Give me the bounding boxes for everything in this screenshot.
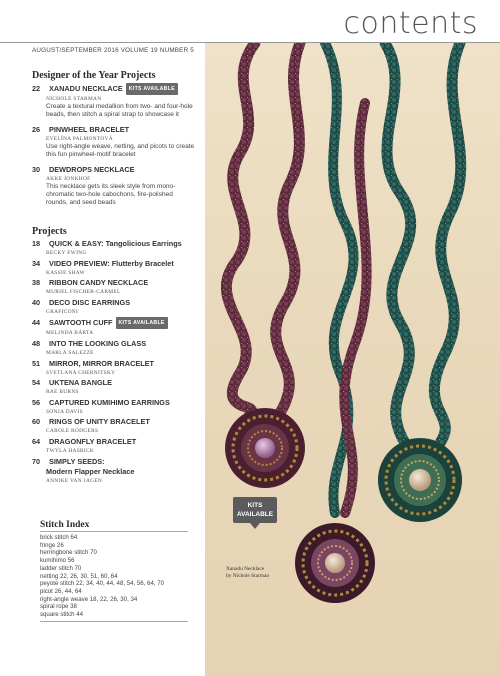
projects-heading: Projects <box>32 226 67 237</box>
designer-item[interactable] <box>32 165 202 208</box>
stitch-entry: brick stitch 64 <box>40 534 78 541</box>
page-number: 54 <box>32 378 41 388</box>
description: This necklace gets its sleek style from mono-chromatic two-hole cabochons, fire-polished rounds, and seed beads <box>46 182 176 207</box>
page-number: 70 <box>32 456 41 466</box>
page-title: contents <box>343 6 478 41</box>
stitch-entry: herringbone stitch 70 <box>40 549 97 557</box>
description: Create a textural medallion from two- and four-hole beads, then stitch a spiral strap to showcase it <box>46 103 193 119</box>
photo-caption <box>226 566 269 580</box>
stitch-entry: fringe 26 <box>40 541 64 549</box>
item-title: DRAGONFLY BRACELET <box>49 436 137 446</box>
caption-line: by Nichole Starman <box>226 573 270 579</box>
item-title: XANADU NECKLACE <box>49 84 123 93</box>
item-title: INTO THE LOOKING GLASS <box>49 338 147 348</box>
divider <box>40 621 188 622</box>
project-item[interactable] <box>32 417 202 435</box>
page-number: 38 <box>32 278 41 288</box>
author: NICHOLE STARMAN <box>46 96 102 102</box>
project-item[interactable] <box>32 437 202 455</box>
page-number: 60 <box>32 417 41 427</box>
page-number: 56 <box>32 397 41 407</box>
stitch-entry: kumihimo 56 <box>40 557 75 565</box>
stitch-entry: peyote stitch 22, 34, 40, 44, 48, 54, 56, 64, 70 <box>40 580 164 588</box>
item-title: DECO DISC EARRINGS <box>49 297 131 307</box>
item-subtitle: Modern Flapper Necklace <box>46 466 135 476</box>
author: RAE BURNS <box>46 389 79 396</box>
project-item[interactable] <box>32 339 202 357</box>
kits-badge: KITS AVAILABLE <box>116 317 168 329</box>
designer-section <box>32 70 202 213</box>
page-number: 64 <box>32 436 41 446</box>
page-number: 44 <box>32 318 41 328</box>
author: TWYLA HASBICK <box>46 447 95 454</box>
stitch-entry: square stitch 44 <box>40 611 84 619</box>
project-item[interactable] <box>32 457 202 485</box>
item-title: RINGS OF UNITY BRACELET <box>49 417 150 427</box>
project-item[interactable] <box>32 378 202 396</box>
author: GRAFICONI <box>46 308 79 315</box>
project-item[interactable] <box>32 317 202 337</box>
page-number: 22 <box>32 84 41 93</box>
description: Use right-angle weave, netting, and picots to create this fun pinwheel-motif bracelet <box>46 142 195 159</box>
necklace-photo <box>205 43 500 676</box>
project-item[interactable] <box>32 298 202 316</box>
author: MARLA SALEZZE <box>46 349 94 356</box>
stitch-entry: ladder stitch 70 <box>40 564 82 572</box>
author: AKKE JONKHOF <box>46 175 91 182</box>
stitch-index <box>40 520 190 622</box>
author: BECKY EWING <box>46 250 87 256</box>
author: KASSIE SHAW <box>46 269 85 276</box>
page-number: 51 <box>32 358 41 368</box>
project-item[interactable] <box>32 239 202 257</box>
right-medallion <box>378 438 462 522</box>
author: MURIEL FISCHER-CARMEL <box>46 289 121 296</box>
left-medallion <box>225 408 305 488</box>
kits-available-callout[interactable] <box>233 497 277 523</box>
page-number: 34 <box>32 258 41 268</box>
designer-item[interactable] <box>32 125 202 160</box>
page-number: 30 <box>32 164 41 174</box>
author: SONJA DAVIS <box>46 408 83 415</box>
page-number: 26 <box>32 124 41 134</box>
designer-heading: Designer of the Year Projects <box>32 70 156 81</box>
author: CAROLE RODGERS <box>46 428 99 435</box>
callout-line: AVAILABLE <box>236 511 274 518</box>
item-title: DEWDROPS NECKLACE <box>49 164 135 174</box>
project-item[interactable] <box>32 278 202 296</box>
author: ANNIKE VAN JAGEN <box>46 477 103 484</box>
item-title: RIBBON CANDY NECKLACE <box>49 278 149 288</box>
item-title: CAPTURED KUMIHIMO EARRINGS <box>49 397 170 407</box>
stitch-entry: netting 22, 26, 30, 51, 60, 64 <box>40 572 118 580</box>
project-item[interactable] <box>32 259 202 277</box>
bottom-medallion <box>295 523 375 603</box>
item-title: QUICK & EASY: Tangolicious Earrings <box>49 239 182 248</box>
stitch-entry: picot 26, 44, 64 <box>40 587 82 595</box>
item-title: UKTENA BANGLE <box>49 378 112 388</box>
stitch-entry: right-angle weave 18, 22, 26, 30, 34 <box>40 595 138 603</box>
callout-line: KITS <box>247 502 263 509</box>
designer-item[interactable] <box>32 83 202 120</box>
page-number: 48 <box>32 338 41 348</box>
stitch-entry: spiral rope 38 <box>40 603 77 611</box>
page-number: 18 <box>32 239 41 248</box>
stitch-index-heading: Stitch Index <box>40 520 90 530</box>
divider <box>40 531 188 532</box>
author: SVETLANA CHERNITSKY <box>46 369 116 376</box>
issue-line: AUGUST/SEPTEMBER 2016 VOLUME 19 NUMBER 5 <box>32 47 194 54</box>
project-item[interactable] <box>32 359 202 377</box>
item-title: MIRROR, MIRROR BRACELET <box>49 358 154 368</box>
kits-badge: KITS AVAILABLE <box>126 83 178 95</box>
item-title: PINWHEEL BRACELET <box>49 124 130 134</box>
necklace-illustration <box>205 43 500 676</box>
item-title: VIDEO PREVIEW: Flutterby Bracelet <box>49 258 174 268</box>
page-number: 40 <box>32 297 41 307</box>
projects-section <box>32 226 202 486</box>
caption-line: Xanadu Necklace <box>226 566 265 572</box>
item-title: SAWTOOTH CUFF <box>49 318 113 328</box>
author: EVELÍNA PALMONTOVÁ <box>46 135 113 142</box>
item-title: SIMPLY SEEDS: <box>49 456 105 466</box>
project-item[interactable] <box>32 398 202 416</box>
author: MELINDA BÁRTA <box>46 330 94 337</box>
